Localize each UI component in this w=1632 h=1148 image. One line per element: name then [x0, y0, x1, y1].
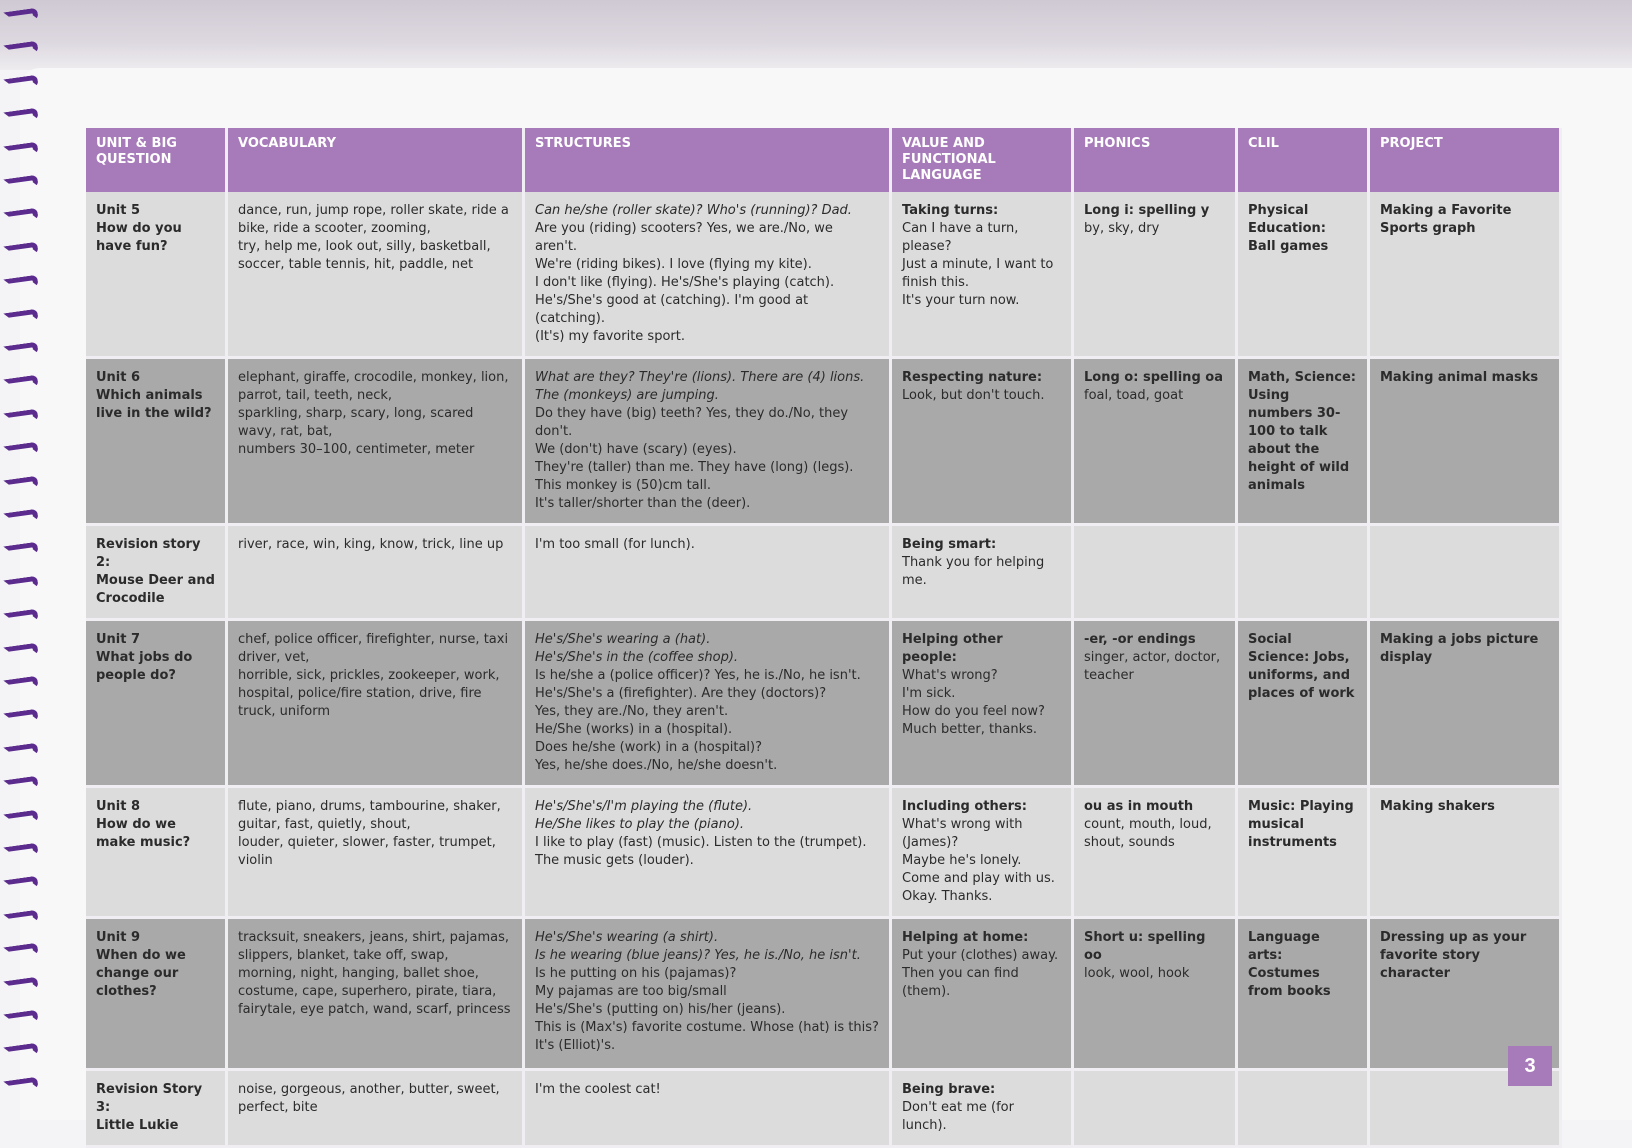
spiral-coil [3, 1076, 38, 1093]
value-cell [892, 526, 1074, 621]
project-cell [1370, 621, 1562, 788]
big-question: Little Lukie [96, 1118, 179, 1133]
vocabulary-cell [228, 1071, 525, 1148]
structure-line: He's/She's wearing a (hat). [535, 632, 711, 647]
vocabulary-line: flute, piano, drums, tambourine, shaker, guitar, fast, quietly, shout, [238, 799, 501, 832]
vocabulary-cell [228, 526, 525, 621]
value-line: Just a minute, I want to finish this. [902, 257, 1054, 290]
page-number: 3 [1508, 1046, 1552, 1086]
big-question: Mouse Deer and Crocodile [96, 573, 215, 606]
spiral-coil [3, 542, 38, 559]
vocabulary-line: morning, night, hanging, ballet shoe, [238, 966, 479, 981]
phonics-cell [1074, 192, 1238, 359]
unit-title: Revision story 2: [96, 537, 201, 570]
structure-line: He's/She's good at (catching). I'm good at (catching). [535, 293, 809, 326]
spiral-coil [3, 976, 38, 993]
value-line: What's wrong? [902, 668, 998, 683]
unit-title: Revision Story 3: [96, 1082, 203, 1115]
phonics-cell [1074, 1071, 1238, 1148]
project-cell [1370, 359, 1562, 526]
structure-line: The (monkeys) are jumping. [535, 388, 719, 403]
value-cell [892, 919, 1074, 1071]
project-cell [1370, 526, 1562, 621]
project-text: Making a jobs picture display [1380, 632, 1539, 665]
spiral-coil [3, 475, 38, 492]
vocabulary-line: dance, run, jump rope, roller skate, ride a bike, ride a scooter, zooming, [238, 203, 509, 236]
spiral-coil [3, 575, 38, 592]
table-row [86, 919, 1562, 1071]
spiral-coil [3, 676, 38, 693]
background-photo-band [0, 0, 1632, 70]
value-title: Respecting nature: [902, 370, 1043, 385]
structures-cell [525, 788, 892, 919]
value-line: Don't eat me (for lunch). [902, 1100, 1014, 1133]
clil-text: Music: Playing musical instruments [1248, 799, 1354, 850]
clil-cell [1238, 788, 1370, 919]
spiral-coil [3, 175, 38, 192]
structures-cell [525, 359, 892, 526]
structure-line: Do they have (big) teeth? Yes, they do./No, they don't. [535, 406, 849, 439]
vocabulary-line: horrible, sick, prickles, zookeeper, work, hospital, police/fire station, drive, fire truck, uniform [238, 668, 500, 719]
unit-title: Unit 9 [96, 930, 141, 945]
project-text: Making shakers [1380, 799, 1495, 814]
unit-cell [86, 1071, 228, 1148]
spiral-coil [3, 308, 38, 325]
phonics-line: look, wool, hook [1084, 966, 1190, 981]
header-unit: UNIT & BIG QUESTION [86, 128, 228, 192]
vocabulary-line: sparkling, sharp, scary, long, scared [238, 406, 474, 421]
spiral-coil [3, 1010, 38, 1027]
value-title: Being brave: [902, 1082, 996, 1097]
structure-line: What are they? They're (lions). There are (4) lions. [535, 370, 865, 385]
phonics-title: Long o: spelling oa [1084, 370, 1223, 385]
structure-line: Is he putting on his (pajamas)? [535, 966, 737, 981]
phonics-title: -er, -or endings [1084, 632, 1196, 647]
header-value: VALUE AND FUNCTIONAL LANGUAGE [892, 128, 1074, 192]
project-cell [1370, 788, 1562, 919]
value-title: Including others: [902, 799, 1027, 814]
spiral-coil [3, 776, 38, 793]
structure-line: He's/She's (putting on) his/her (jeans). [535, 1002, 786, 1017]
clil-text: Language arts: Costumes from books [1248, 930, 1331, 999]
table-row [86, 359, 1562, 526]
structure-line: I don't like (flying). He's/She's playing (catch). [535, 275, 835, 290]
structure-line: It's taller/shorter than the (deer). [535, 496, 751, 511]
table-row [86, 526, 1562, 621]
big-question: What jobs do people do? [96, 650, 193, 683]
unit-cell [86, 919, 228, 1071]
value-title: Helping at home: [902, 930, 1029, 945]
clil-cell [1238, 1071, 1370, 1148]
phonics-line: count, mouth, loud, shout, sounds [1084, 817, 1212, 850]
unit-title: Unit 8 [96, 799, 141, 814]
table-row [86, 621, 1562, 788]
value-line: Then you can find (them). [902, 966, 1019, 999]
value-title: Helping other people: [902, 632, 1003, 665]
spiral-coil [3, 1043, 38, 1060]
unit-cell [86, 788, 228, 919]
project-cell [1370, 192, 1562, 359]
vocabulary-line: numbers 30–100, centimeter, meter [238, 442, 475, 457]
structure-line: My pajamas are too big/small [535, 984, 727, 999]
spiral-coil [3, 709, 38, 726]
structure-line: He/She (works) in a (hospital). [535, 722, 733, 737]
phonics-cell [1074, 788, 1238, 919]
vocabulary-cell [228, 919, 525, 1071]
clil-cell [1238, 919, 1370, 1071]
spiral-coil [3, 375, 38, 392]
clil-cell [1238, 359, 1370, 526]
phonics-cell [1074, 526, 1238, 621]
value-line: Much better, thanks. [902, 722, 1038, 737]
syllabus-table [86, 128, 1562, 1148]
phonics-title: Short u: spelling oo [1084, 930, 1206, 963]
header-phonics: PHONICS [1074, 128, 1238, 192]
header-structures: STRUCTURES [525, 128, 892, 192]
big-question: How do we make music? [96, 817, 191, 850]
unit-cell [86, 192, 228, 359]
table-header-row [86, 128, 1562, 192]
value-line: Put your (clothes) away. [902, 948, 1059, 963]
table-row [86, 1071, 1562, 1148]
value-line: Maybe he's lonely. [902, 853, 1022, 868]
clil-cell [1238, 621, 1370, 788]
big-question: How do you have fun? [96, 221, 182, 254]
structure-line: I'm too small (for lunch). [535, 537, 695, 552]
big-question: When do we change our clothes? [96, 948, 186, 999]
spiral-coil [3, 241, 38, 258]
vocabulary-line: louder, quieter, slower, faster, trumpet, violin [238, 835, 496, 868]
spiral-coil [3, 408, 38, 425]
big-question: Which animals live in the wild? [96, 388, 212, 421]
value-line: Come and play with us. [902, 871, 1055, 886]
phonics-line: singer, actor, doctor, teacher [1084, 650, 1221, 683]
structure-line: He/She likes to play the (piano). [535, 817, 745, 832]
structures-cell [525, 526, 892, 621]
spiral-coil [3, 208, 38, 225]
value-line: Okay. Thanks. [902, 889, 993, 904]
structure-line: He's/She's wearing (a shirt). [535, 930, 719, 945]
value-line: Can I have a turn, please? [902, 221, 1019, 254]
spiral-coil [3, 609, 38, 626]
structure-line: He's/She's/I'm playing the (flute). [535, 799, 753, 814]
value-line: Thank you for helping me. [902, 555, 1045, 588]
spiral-coil [3, 342, 38, 359]
unit-cell [86, 526, 228, 621]
structure-line: Yes, they are./No, they aren't. [535, 704, 729, 719]
value-line: I'm sick. [902, 686, 956, 701]
structure-line: They're (taller) than me. They have (long) (legs). [535, 460, 854, 475]
structure-line: I'm the coolest cat! [535, 1082, 661, 1097]
spiral-coil [3, 275, 38, 292]
structure-line: Does he/she (work) in a (hospital)? [535, 740, 762, 755]
unit-title: Unit 6 [96, 370, 141, 385]
value-title: Being smart: [902, 537, 997, 552]
phonics-cell [1074, 919, 1238, 1071]
spiral-coil [3, 108, 38, 125]
phonics-cell [1074, 621, 1238, 788]
unit-cell [86, 621, 228, 788]
spiral-coil [3, 843, 38, 860]
value-cell [892, 788, 1074, 919]
vocabulary-line: tracksuit, sneakers, jeans, shirt, pajamas, slippers, blanket, take off, swap, [238, 930, 510, 963]
spiral-coil [3, 876, 38, 893]
unit-title: Unit 7 [96, 632, 141, 647]
spiral-binding [0, 0, 48, 1120]
phonics-title: Long i: spelling y [1084, 203, 1210, 218]
table-row [86, 788, 1562, 919]
vocabulary-cell [228, 621, 525, 788]
structure-line: He's/She's in the (coffee shop). [535, 650, 739, 665]
value-cell [892, 1071, 1074, 1148]
unit-cell [86, 359, 228, 526]
spiral-coil [3, 442, 38, 459]
phonics-line: by, sky, dry [1084, 221, 1160, 236]
structure-line: I like to play (fast) (music). Listen to the (trumpet). [535, 835, 867, 850]
spiral-coil [3, 909, 38, 926]
structures-cell [525, 192, 892, 359]
clil-cell [1238, 526, 1370, 621]
structure-line: We (don't) have (scary) (eyes). [535, 442, 737, 457]
value-line: How do you feel now? [902, 704, 1045, 719]
structure-line: Is he wearing (blue jeans)? Yes, he is./No, he isn't. [535, 948, 861, 963]
vocabulary-line: chef, police officer, firefighter, nurse, taxi driver, vet, [238, 632, 509, 665]
clil-text: Social Science: Jobs, uniforms, and places of work [1248, 632, 1355, 701]
value-line: Look, but don't touch. [902, 388, 1045, 403]
phonics-cell [1074, 359, 1238, 526]
vocabulary-line: elephant, giraffe, crocodile, monkey, lion, parrot, tail, teeth, neck, [238, 370, 509, 403]
vocabulary-line: noise, gorgeous, another, butter, sweet, perfect, bite [238, 1082, 500, 1115]
spiral-coil [3, 809, 38, 826]
vocabulary-line: try, help me, look out, silly, basketball, soccer, table tennis, hit, paddle, net [238, 239, 491, 272]
spiral-coil [3, 8, 38, 25]
header-clil: CLIL [1238, 128, 1370, 192]
vocabulary-line: costume, cape, superhero, pirate, tiara, fairytale, eye patch, wand, scarf, princess [238, 984, 511, 1017]
spiral-coil [3, 41, 38, 58]
structure-line: This is (Max's) favorite costume. Whose (hat) is this? [535, 1020, 879, 1035]
spiral-coil [3, 509, 38, 526]
table-row [86, 192, 1562, 359]
spiral-coil [3, 74, 38, 91]
structures-cell [525, 621, 892, 788]
structures-cell [525, 919, 892, 1071]
clil-text: Math, Science: Using numbers 30-100 to talk about the height of wild animals [1248, 370, 1356, 493]
spiral-coil [3, 742, 38, 759]
header-project: PROJECT [1370, 128, 1562, 192]
vocabulary-cell [228, 788, 525, 919]
project-text: Making animal masks [1380, 370, 1539, 385]
spiral-coil [3, 141, 38, 158]
vocabulary-cell [228, 192, 525, 359]
vocabulary-line: wavy, rat, bat, [238, 424, 333, 439]
clil-text: Physical Education: Ball games [1248, 203, 1329, 254]
value-title: Taking turns: [902, 203, 999, 218]
value-cell [892, 192, 1074, 359]
spiral-coil [3, 642, 38, 659]
vocabulary-line: river, race, win, king, know, trick, line up [238, 537, 504, 552]
structures-cell [525, 1071, 892, 1148]
structure-line: Is he/she a (police officer)? Yes, he is./No, he isn't. [535, 668, 861, 683]
structure-line: Are you (riding) scooters? Yes, we are./No, we aren't. [535, 221, 833, 254]
structure-line: Can he/she (roller skate)? Who's (running)? Dad. [535, 203, 852, 218]
structure-line: Yes, he/she does./No, he/she doesn't. [535, 758, 778, 773]
clil-cell [1238, 192, 1370, 359]
value-line: It's your turn now. [902, 293, 1020, 308]
project-text: Making a Favorite Sports graph [1380, 203, 1512, 236]
unit-title: Unit 5 [96, 203, 141, 218]
value-cell [892, 621, 1074, 788]
structure-line: (It's) my favorite sport. [535, 329, 685, 344]
spiral-coil [3, 943, 38, 960]
phonics-title: ou as in mouth [1084, 799, 1194, 814]
structure-line: We're (riding bikes). I love (flying my kite). [535, 257, 812, 272]
value-line: What's wrong with (James)? [902, 817, 1023, 850]
vocabulary-cell [228, 359, 525, 526]
header-vocabulary: VOCABULARY [228, 128, 525, 192]
project-text: Dressing up as your favorite story character [1380, 930, 1527, 981]
value-cell [892, 359, 1074, 526]
structure-line: This monkey is (50)cm tall. [535, 478, 712, 493]
phonics-line: foal, toad, goat [1084, 388, 1184, 403]
structure-line: The music gets (louder). [535, 853, 694, 868]
structure-line: He's/She's a (firefighter). Are they (doctors)? [535, 686, 827, 701]
structure-line: It's (Elliot)'s. [535, 1038, 616, 1053]
